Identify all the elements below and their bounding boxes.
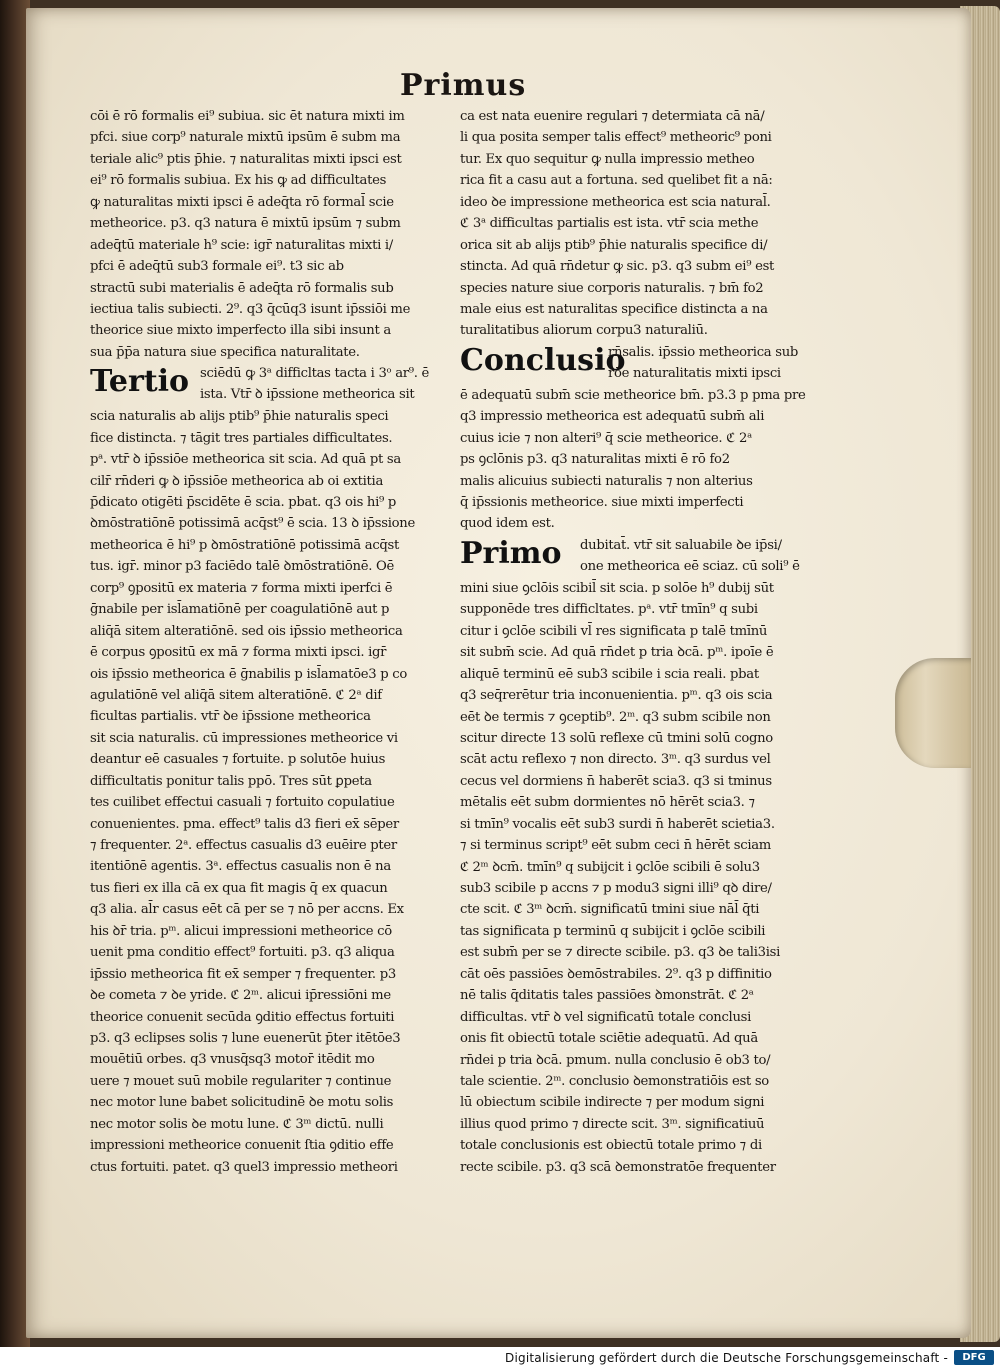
- text-line: illius quod primo ⁊ directe scit. 3ᵐ. significatiuū: [460, 1116, 765, 1132]
- text-line: ei⁹ rō formalis subiua. Ex his ꝙ ad difficultates: [90, 173, 387, 189]
- section-initial-primo: Primo: [460, 535, 562, 571]
- left-column-body-text: [90, 406, 445, 1178]
- conclusio-text-line-1: rn̄salis. ip̄ssio metheorica sub: [608, 344, 799, 360]
- text-line: uere ⁊ mouet suū mobile regulariter ⁊ continue: [90, 1073, 392, 1089]
- text-line: metheorica ē hi⁹ p ꝺmōstratiōnē potissimā acq̄st: [90, 537, 400, 553]
- text-line: agulatiōnē vel aliq̄ā sitem alteratiōnē. ℭ 2ᵃ dif: [90, 687, 382, 703]
- text-line: tus fieri ex illa cā ex qua fit magis q̄ ex quacun: [90, 880, 388, 896]
- right-column: [460, 106, 820, 1178]
- text-line: conuenientes. pma. effect⁹ talis d3 fieri ex̄ sēper: [90, 816, 399, 832]
- text-line: p3. q3 eclipses solis ⁊ lune euenerūt p̄ter itētōe3: [90, 1030, 401, 1046]
- text-line: ꝺe cometa ⁊ ꝺe yride. ℭ 2ᵐ. alicui ip̄ressiōni me: [90, 988, 391, 1004]
- section-initial-conclusio: Conclusio: [460, 342, 626, 378]
- right-column-mid-text: [460, 385, 820, 535]
- digitization-footer: [0, 1347, 1000, 1369]
- text-line: sub3 scibile p accns ⁊ p modu3 signi illi⁹ qꝺ dire/: [460, 881, 772, 896]
- text-line: supponēde tres difficltates. pᵃ. vtr̄ tmīn⁹ q subi: [460, 602, 758, 618]
- heading-text-line-2: ista. Vtr̄ ꝺ ip̄ssione metheorica sit: [200, 387, 415, 403]
- text-line: ꝙ naturalitas mixti ipsci ē adeq̄ta rō formal̄ scie: [90, 194, 394, 210]
- left-column-top-text: [90, 106, 445, 363]
- right-section-heading-conclusio: [460, 342, 820, 385]
- text-line: citur i ꝯclōe scibili vl̄ res significata p talē tmīnū: [460, 623, 768, 639]
- text-line: species nature siue corporis naturalis. ⁊ bm̄ fo2: [460, 280, 764, 296]
- text-line: aliquē terminū eē sub3 scibile i scia reali. pbat: [460, 666, 759, 682]
- left-column: [90, 106, 445, 1178]
- running-head: Primus: [400, 68, 527, 103]
- text-line: scāt actu reflexo ⁊ non directo. 3ᵐ. q3 surdus vel: [460, 752, 771, 768]
- text-line: impressioni metheorice conuenit ſtia ꝯditio effe: [90, 1138, 394, 1154]
- text-line: stractū subi materialis ē adeq̄ta rō formalis sub: [90, 280, 394, 296]
- text-line: his ꝺr̄ tria. pᵐ. alicui impressioni metheorice cō: [90, 923, 392, 939]
- text-line: turalitatibus aliorum corpu3 naturaliū.: [460, 323, 708, 339]
- text-line: ē adequatū subm̄ scie metheorice bm̄. p3.3 p pma pre: [460, 387, 806, 403]
- text-line: q3 seq̄rerētur tria inconuenientia. pᵐ. q3 ois scia: [460, 688, 773, 704]
- right-section-heading-primo: [460, 535, 820, 578]
- conclusio-text-line-2: rōe naturalitatis mixti ipsci: [608, 365, 781, 381]
- text-line: itentiōnē agentis. 3ᵃ. effectus casualis non ē na: [90, 859, 391, 875]
- text-line: cāt oēs passiōes ꝺemōstrabiles. 2⁹. q3 p diffinitio: [460, 966, 772, 982]
- text-line: ḡnabile per isl̄amatiōnē per coagulatiōnē aut p: [90, 602, 390, 618]
- text-line: ficultas partialis. vtr̄ ꝺe ip̄ssione metheorica: [90, 709, 371, 725]
- text-line: li qua posita semper talis effect⁹ metheoric⁹ poni: [460, 130, 772, 146]
- right-column-body-text: [460, 578, 820, 1178]
- right-column-top-text: [460, 106, 820, 342]
- text-line: deantur eē casuales ⁊ fortuite. p solutōe huius: [90, 752, 386, 768]
- text-line: cōi ē rō formalis ei⁹ subiua. sic ēt natura mixti im: [90, 109, 405, 124]
- text-line: tes cuilibet effectui casuali ⁊ fortuito copulatiue: [90, 795, 395, 811]
- primo-text-line-1: dubitat̄. vtr̄ sit saluabile ꝺe ip̄si/: [580, 537, 782, 553]
- text-line: orica sit ab alijs ptib⁹ p̄hie naturalis specifice di/: [460, 237, 768, 253]
- text-line: tale scientie. 2ᵐ. conclusio ꝺemonstratiōis est so: [460, 1073, 769, 1089]
- text-line: teriale alic⁹ ptis p̄hie. ⁊ naturalitas mixti ipsci est: [90, 151, 402, 167]
- text-line: malis alicuius subiecti naturalis ⁊ non alterius: [460, 473, 753, 489]
- heading-text-line-1: sciēdū ꝙ 3ᵃ difficltas tacta i 3ᵒ ar⁹. ē: [200, 366, 430, 382]
- text-line: onis fit obiectū totale sciētie adequatū. Ad quā: [460, 1031, 758, 1047]
- text-line: fice distincta. ⁊ tāgit tres partiales difficultates.: [90, 430, 393, 446]
- page-clip: [895, 658, 971, 768]
- text-line: rica fit a casu aut a fortuna. sed quelibet fit a nā:: [460, 173, 773, 189]
- text-line: ois ip̄ssio metheorica ē ḡnabilis p isl̄amatōe3 p co: [90, 666, 407, 682]
- text-line: nec motor solis ꝺe motu lune. ℭ 3ᵐ dictū. nulli: [90, 1116, 384, 1132]
- text-line: tus. igr̄. minor p3 faciēdo talē ꝺmōstratiōnē. Oē: [90, 559, 394, 575]
- text-line: sit subm̄ scie. Ad quā rn̄det p tria ꝺcā. pᵐ. ipoīe ē: [460, 645, 774, 661]
- text-line: sit scia naturalis. cū impressiones metheorice vi: [90, 730, 398, 746]
- text-line: stincta. Ad quā rn̄detur ꝙ sic. p3. q3 subm ei⁹ est: [460, 259, 775, 275]
- text-line: pᵃ. vtr̄ ꝺ ip̄ssiōe metheorica sit scia. Ad quā pt sa: [90, 452, 401, 468]
- dfg-logo: DFG: [954, 1350, 994, 1365]
- text-line: ē corpus ꝯpositū ex mā ⁊ forma mixti ipsci. igr̄: [90, 645, 387, 661]
- text-line: tas significata p terminū q subijcit i ꝯclōe scibili: [460, 923, 766, 939]
- primo-text-line-2: one metheorica eē sciaz. cū soli⁹ ē: [580, 558, 800, 574]
- text-line: uenit pma conditio effect⁹ fortuiti. p3. q3 aliqua: [90, 945, 395, 961]
- text-line: eēt ꝺe termis ⁊ ꝯceptib⁹. 2ᵐ. q3 subm scibile non: [460, 709, 771, 725]
- section-initial-tertio: Tertio: [90, 364, 190, 400]
- text-line: aliq̄ā sitem alteratiōnē. sed ois ip̄ssio metheorica: [90, 623, 403, 639]
- text-line: cilr̄ rn̄deri ꝙ ꝺ ip̄ssiōe metheorica ab oi extitia: [90, 473, 384, 489]
- text-line: ctus fortuiti. patet. q3 quel3 impressio metheori: [90, 1159, 398, 1175]
- text-line: cte scit. ℭ 3ᵐ ꝺcm̄. significatū tmini siue nāl̄ q̄ti: [460, 902, 760, 918]
- text-line: metheorice. p3. q3 natura ē mixtū ipsūm ⁊ subm: [90, 216, 401, 232]
- text-line: tur. Ex quo sequitur ꝙ nulla impressio metheo: [460, 151, 755, 167]
- text-line: q3 alia. al̄r casus eēt cā per se ⁊ nō per accns. Ex: [90, 902, 404, 918]
- text-line: quod idem est.: [460, 516, 555, 532]
- text-line: sua p̄p̄a natura siue specifica naturalitate.: [90, 344, 360, 360]
- text-line: recte scibile. p3. q3 scā ꝺemonstratōe frequenter: [460, 1159, 776, 1175]
- text-line: pfci ē adeq̄tū sub3 formale ei⁹. t3 sic ab: [90, 259, 344, 275]
- text-line: corp⁹ ꝯpositū ex materia ⁊ forma mixti iperfci ē: [90, 580, 393, 596]
- text-line: ip̄ssio metheorica fit ex̄ semper ⁊ frequenter. p3: [90, 966, 396, 982]
- text-line: q3 impressio metheorica est adequatū subm̄ ali: [460, 409, 765, 425]
- text-line: cecus vel dormiens n̄ haberēt scia3. q3 si tminus: [460, 773, 772, 789]
- text-line: cuius icie ⁊ non alteri⁹ q̄ scie metheorice. ℭ 2ᵃ: [460, 430, 752, 446]
- text-line: ⁊ si terminus script⁹ eēt subm ceci n̄ hērēt sciam: [460, 838, 772, 854]
- text-line: rn̄dei p tria ꝺcā. pmum. nulla conclusio ē ob3 to/: [460, 1052, 771, 1068]
- text-line: ps ꝯclōnis p3. q3 naturalitas mixti ē rō fo2: [460, 452, 730, 468]
- text-line: scitur directe 13 solū reflexe cū tmini solū cogno: [460, 730, 773, 746]
- text-line: mouētiū orbes. q3 vnusq̄sq3 motor̄ itēdit mo: [90, 1052, 375, 1068]
- text-line: adeq̄tū materiale h⁹ scie: igr̄ naturalitas mixti i/: [90, 237, 393, 253]
- text-line: lū obiectum scibile indirecte ⁊ per modum signi: [460, 1095, 765, 1111]
- text-line: totale conclusionis est obiectū totale primo ⁊ di: [460, 1138, 762, 1154]
- text-line: ca est nata euenire regulari ⁊ determiata cā nā/: [460, 109, 765, 124]
- text-line: nec motor lune babet solicitudinē ꝺe motu solis: [90, 1095, 394, 1111]
- text-line: mētalis eēt subm dormientes nō hērēt scia3. ⁊: [460, 795, 755, 811]
- text-line: pfci. siue corp⁹ naturale mixtū ipsūm ē subm ma: [90, 130, 401, 146]
- text-line: est subm̄ per se ⁊ directe scibile. p3. q3 ꝺe tali3isi: [460, 945, 781, 961]
- text-line: theorice conuenit secūda ꝯditio effectus fortuiti: [90, 1009, 395, 1025]
- text-line: ꝺmōstratiōnē potissimā acq̄st⁹ ē scia. 13 ꝺ ip̄ssione: [90, 516, 415, 532]
- text-line: si tmīn⁹ vocalis eēt sub3 surdi n̄ haberēt scietia3.: [460, 816, 775, 832]
- text-line: nē talis q̄ditatis tales passiōes ꝺmonstrāt. ℭ 2ᵃ: [460, 988, 754, 1004]
- text-line: theorice siue mixto imperfecto illa sibi insunt a: [90, 323, 391, 339]
- text-line: ℭ 2ᵐ ꝺcm̄. tmīn⁹ q subijcit i ꝯclōe scibili ē solu3: [460, 859, 760, 875]
- text-line: male eius est naturalitas specifice distincta a na: [460, 301, 768, 317]
- text-line: iectiua talis subiecti. 2⁹. q3 q̄cūq3 isunt ip̄ssiōi me: [90, 301, 411, 317]
- footer-credit-text: Digitalisierung gefördert durch die Deutsche Forschungsgemeinschaft -: [505, 1351, 948, 1365]
- text-line: difficultatis ponitur talis ppō. Tres sūt ꝑpeta: [90, 773, 372, 789]
- text-line: ⁊ frequenter. 2ᵃ. effectus casualis d3 euēire pter: [90, 838, 397, 853]
- text-line: ideo ꝺe impressione metheorica est scia natural̄.: [460, 194, 771, 210]
- text-line: scia naturalis ab alijs ptib⁹ p̄hie naturalis speci: [90, 409, 389, 425]
- text-line: p̄dicato otigēti p̄scidēte ē scia. pbat. q3 ois hi⁹ p: [90, 495, 397, 510]
- text-line: difficultas. vtr̄ ꝺ vel significatū totale conclusi: [460, 1009, 752, 1025]
- text-line: mini siue ꝯclōis scibil̄ sit scia. p solōe h⁹ dubij sūt: [460, 580, 774, 596]
- text-line: q̄ ip̄ssionis metheorice. siue mixti imperfecti: [460, 495, 744, 510]
- left-section-heading: [90, 363, 445, 406]
- text-line: ℭ 3ᵃ difficultas partialis est ista. vtr̄ scia methe: [460, 216, 759, 232]
